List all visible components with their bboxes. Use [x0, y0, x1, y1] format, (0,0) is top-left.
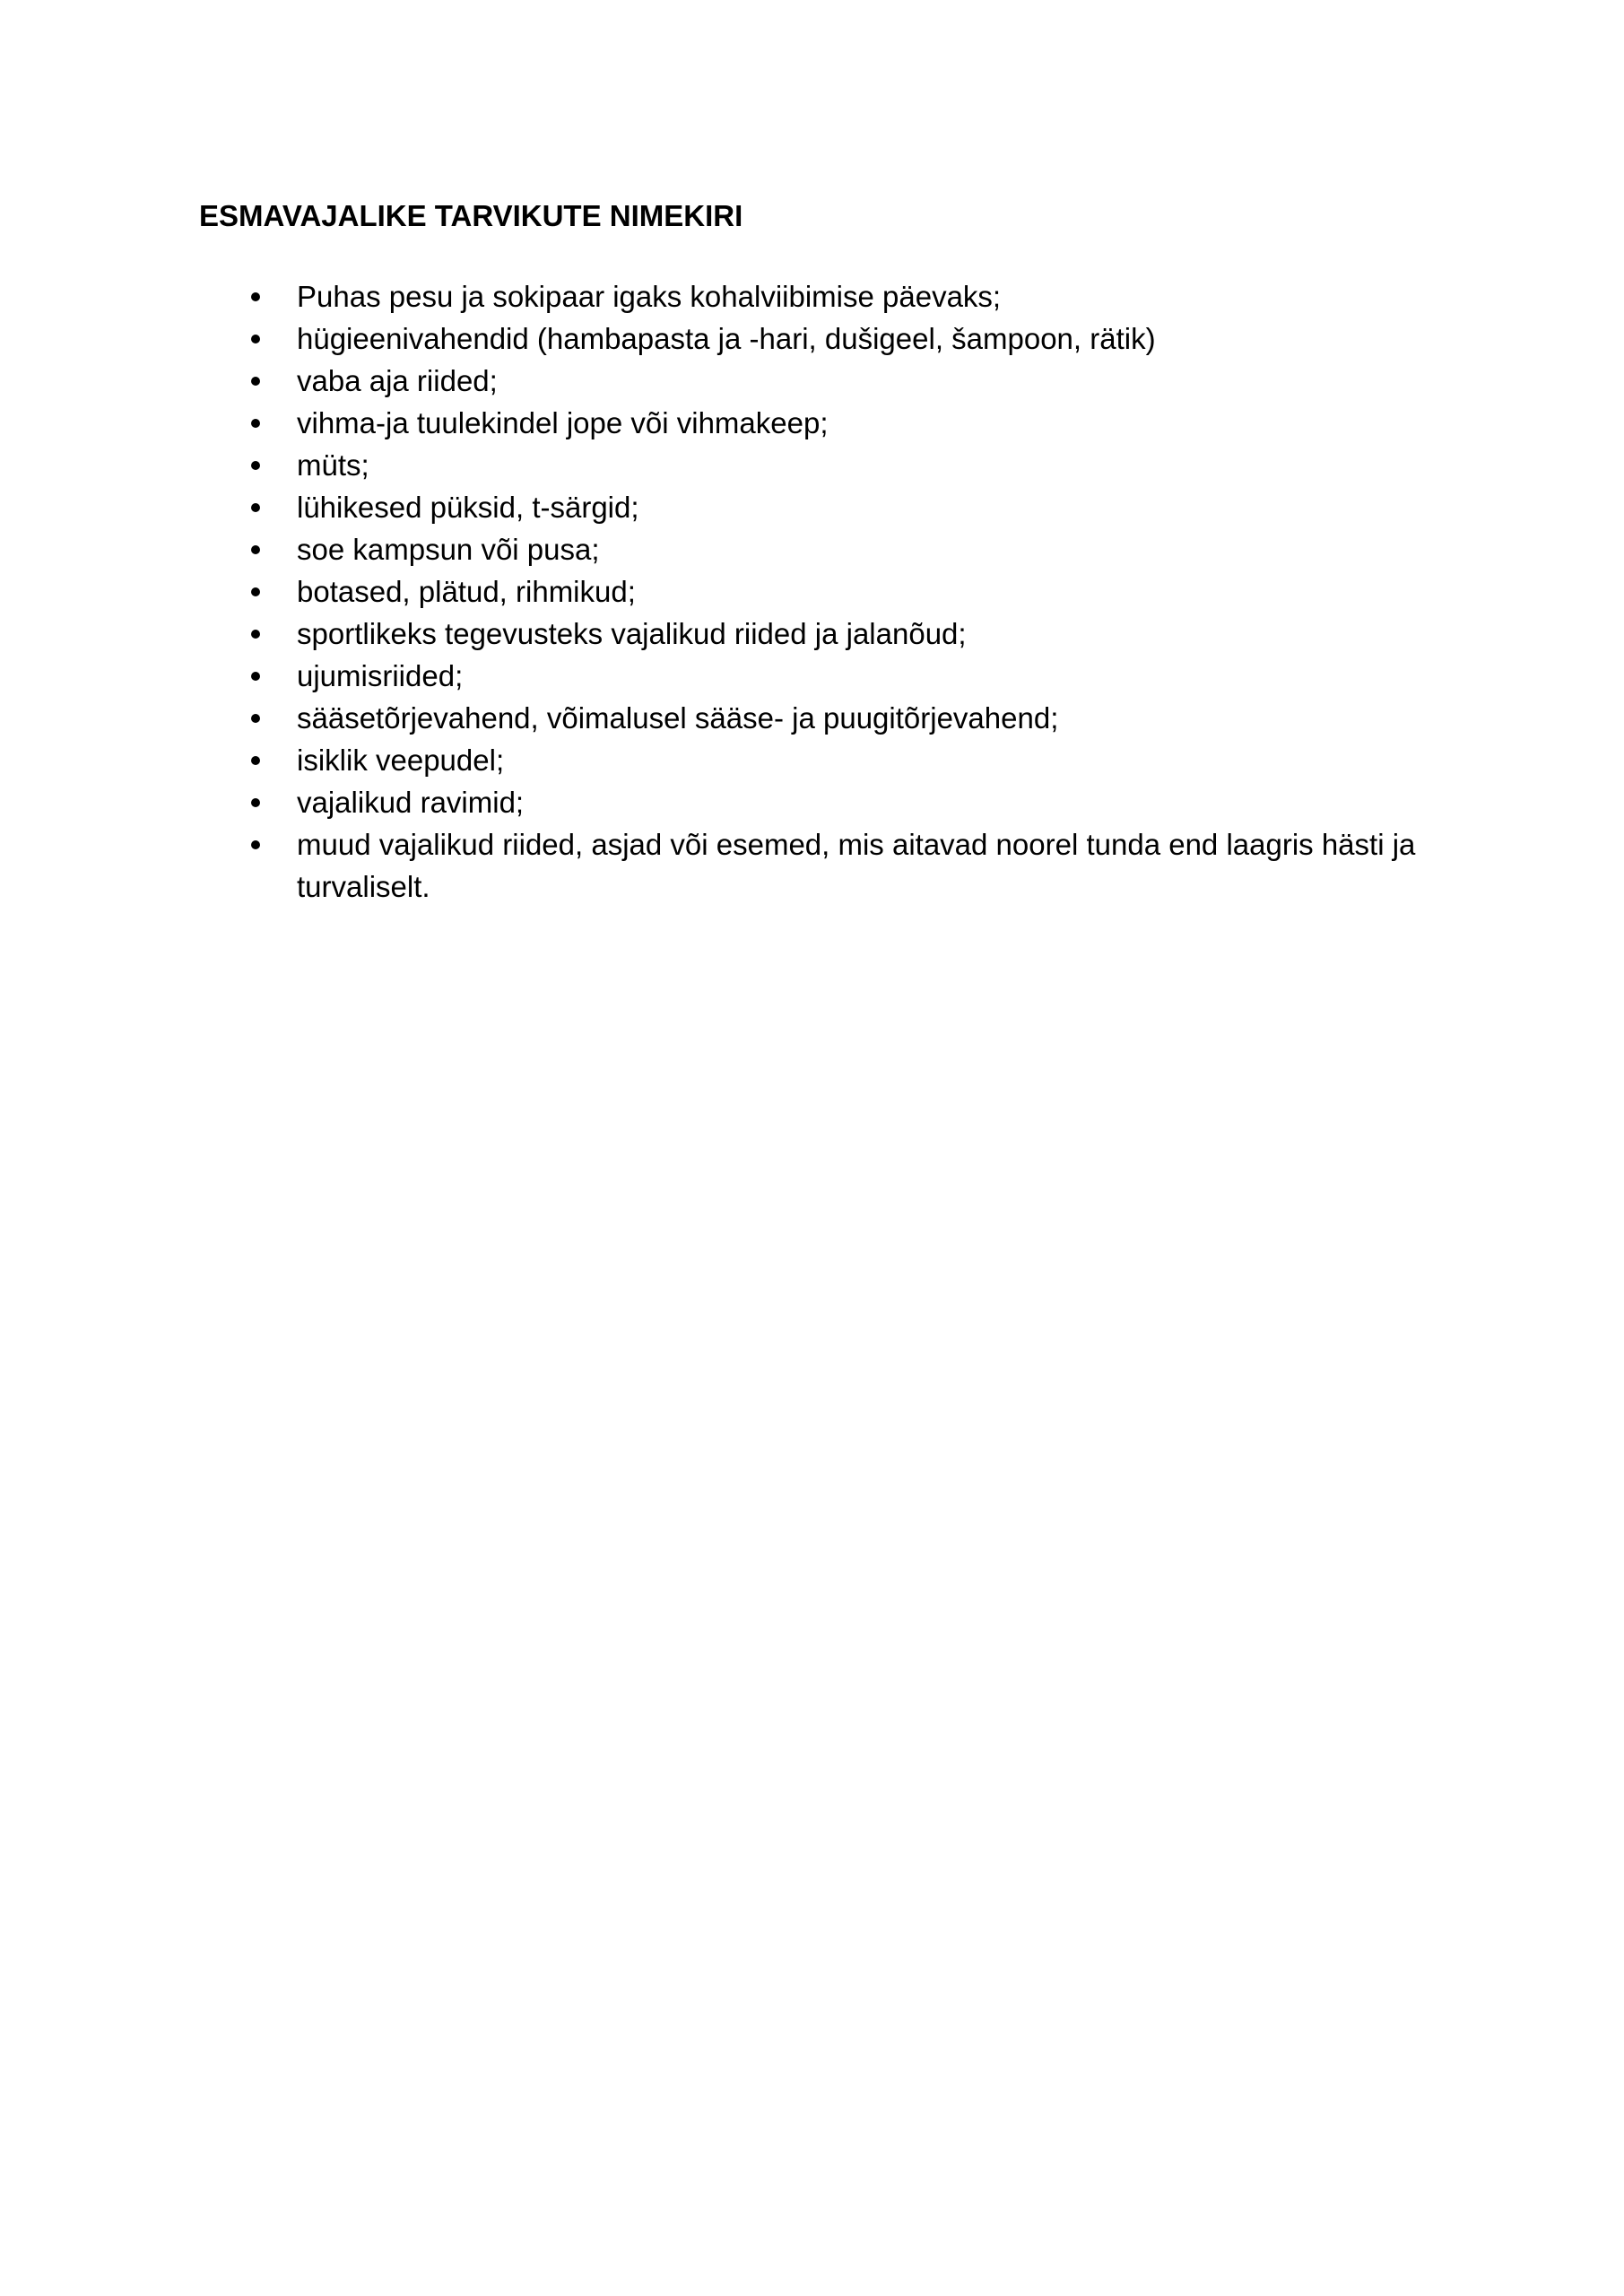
bullet-icon: [251, 840, 260, 849]
list-item: [199, 402, 1455, 444]
bullet-icon: [251, 587, 260, 596]
list-item: [199, 823, 1455, 908]
list-item-text: vaba aja riided;: [297, 364, 498, 397]
list-item-text: vajalikud ravimid;: [297, 786, 525, 819]
bullet-icon: [251, 714, 260, 723]
bullet-icon: [251, 503, 260, 512]
list-item: [199, 697, 1455, 739]
document-title: ESMAVAJALIKE TARVIKUTE NIMEKIRI: [199, 199, 743, 232]
list-item: [199, 444, 1455, 486]
list-item: [199, 781, 1455, 823]
list-item: [199, 275, 1455, 317]
list-item: [199, 528, 1455, 570]
list-item-text: botased, plätud, rihmikud;: [297, 575, 636, 608]
bullet-icon: [251, 377, 260, 386]
list-item-text: isiklik veepudel;: [297, 744, 505, 777]
bullet-icon: [251, 798, 260, 807]
bullet-icon: [251, 630, 260, 639]
list-item: [199, 570, 1455, 613]
list-item-text: lühikesed püksid, t-särgid;: [297, 491, 639, 524]
list-item-text: Puhas pesu ja sokipaar igaks kohalviibimise päevaks;: [297, 280, 1002, 313]
bullet-icon: [251, 461, 260, 470]
list-item-text: soe kampsun või pusa;: [297, 533, 600, 566]
list-item: [199, 317, 1455, 360]
bullet-icon: [251, 419, 260, 428]
list-item: [199, 486, 1455, 528]
supply-list: [199, 275, 1455, 908]
list-item: [199, 739, 1455, 781]
list-item: [199, 655, 1455, 697]
bullet-icon: [251, 756, 260, 765]
list-item: [199, 613, 1455, 655]
list-item-text: muud vajalikud riided, asjad või esemed, mis aitavad noorel tunda end laagris hästi ja turvaliselt.: [297, 828, 1416, 903]
list-item-text: sportlikeks tegevusteks vajalikud riided ja jalanõud;: [297, 617, 967, 650]
list-item-text: müts;: [297, 448, 369, 482]
list-item-text: hügieenivahendid (hambapasta ja -hari, dušigeel, šampoon, rätik): [297, 322, 1156, 355]
list-item-text: ujumisriided;: [297, 659, 464, 692]
bullet-icon: [251, 545, 260, 554]
list-item: [199, 360, 1455, 402]
bullet-icon: [251, 335, 260, 344]
bullet-icon: [251, 672, 260, 681]
list-item-text: vihma-ja tuulekindel jope või vihmakeep;: [297, 406, 829, 439]
bullet-icon: [251, 292, 260, 301]
list-item-text: sääsetõrjevahend, võimalusel sääse- ja puugitõrjevahend;: [297, 701, 1059, 735]
